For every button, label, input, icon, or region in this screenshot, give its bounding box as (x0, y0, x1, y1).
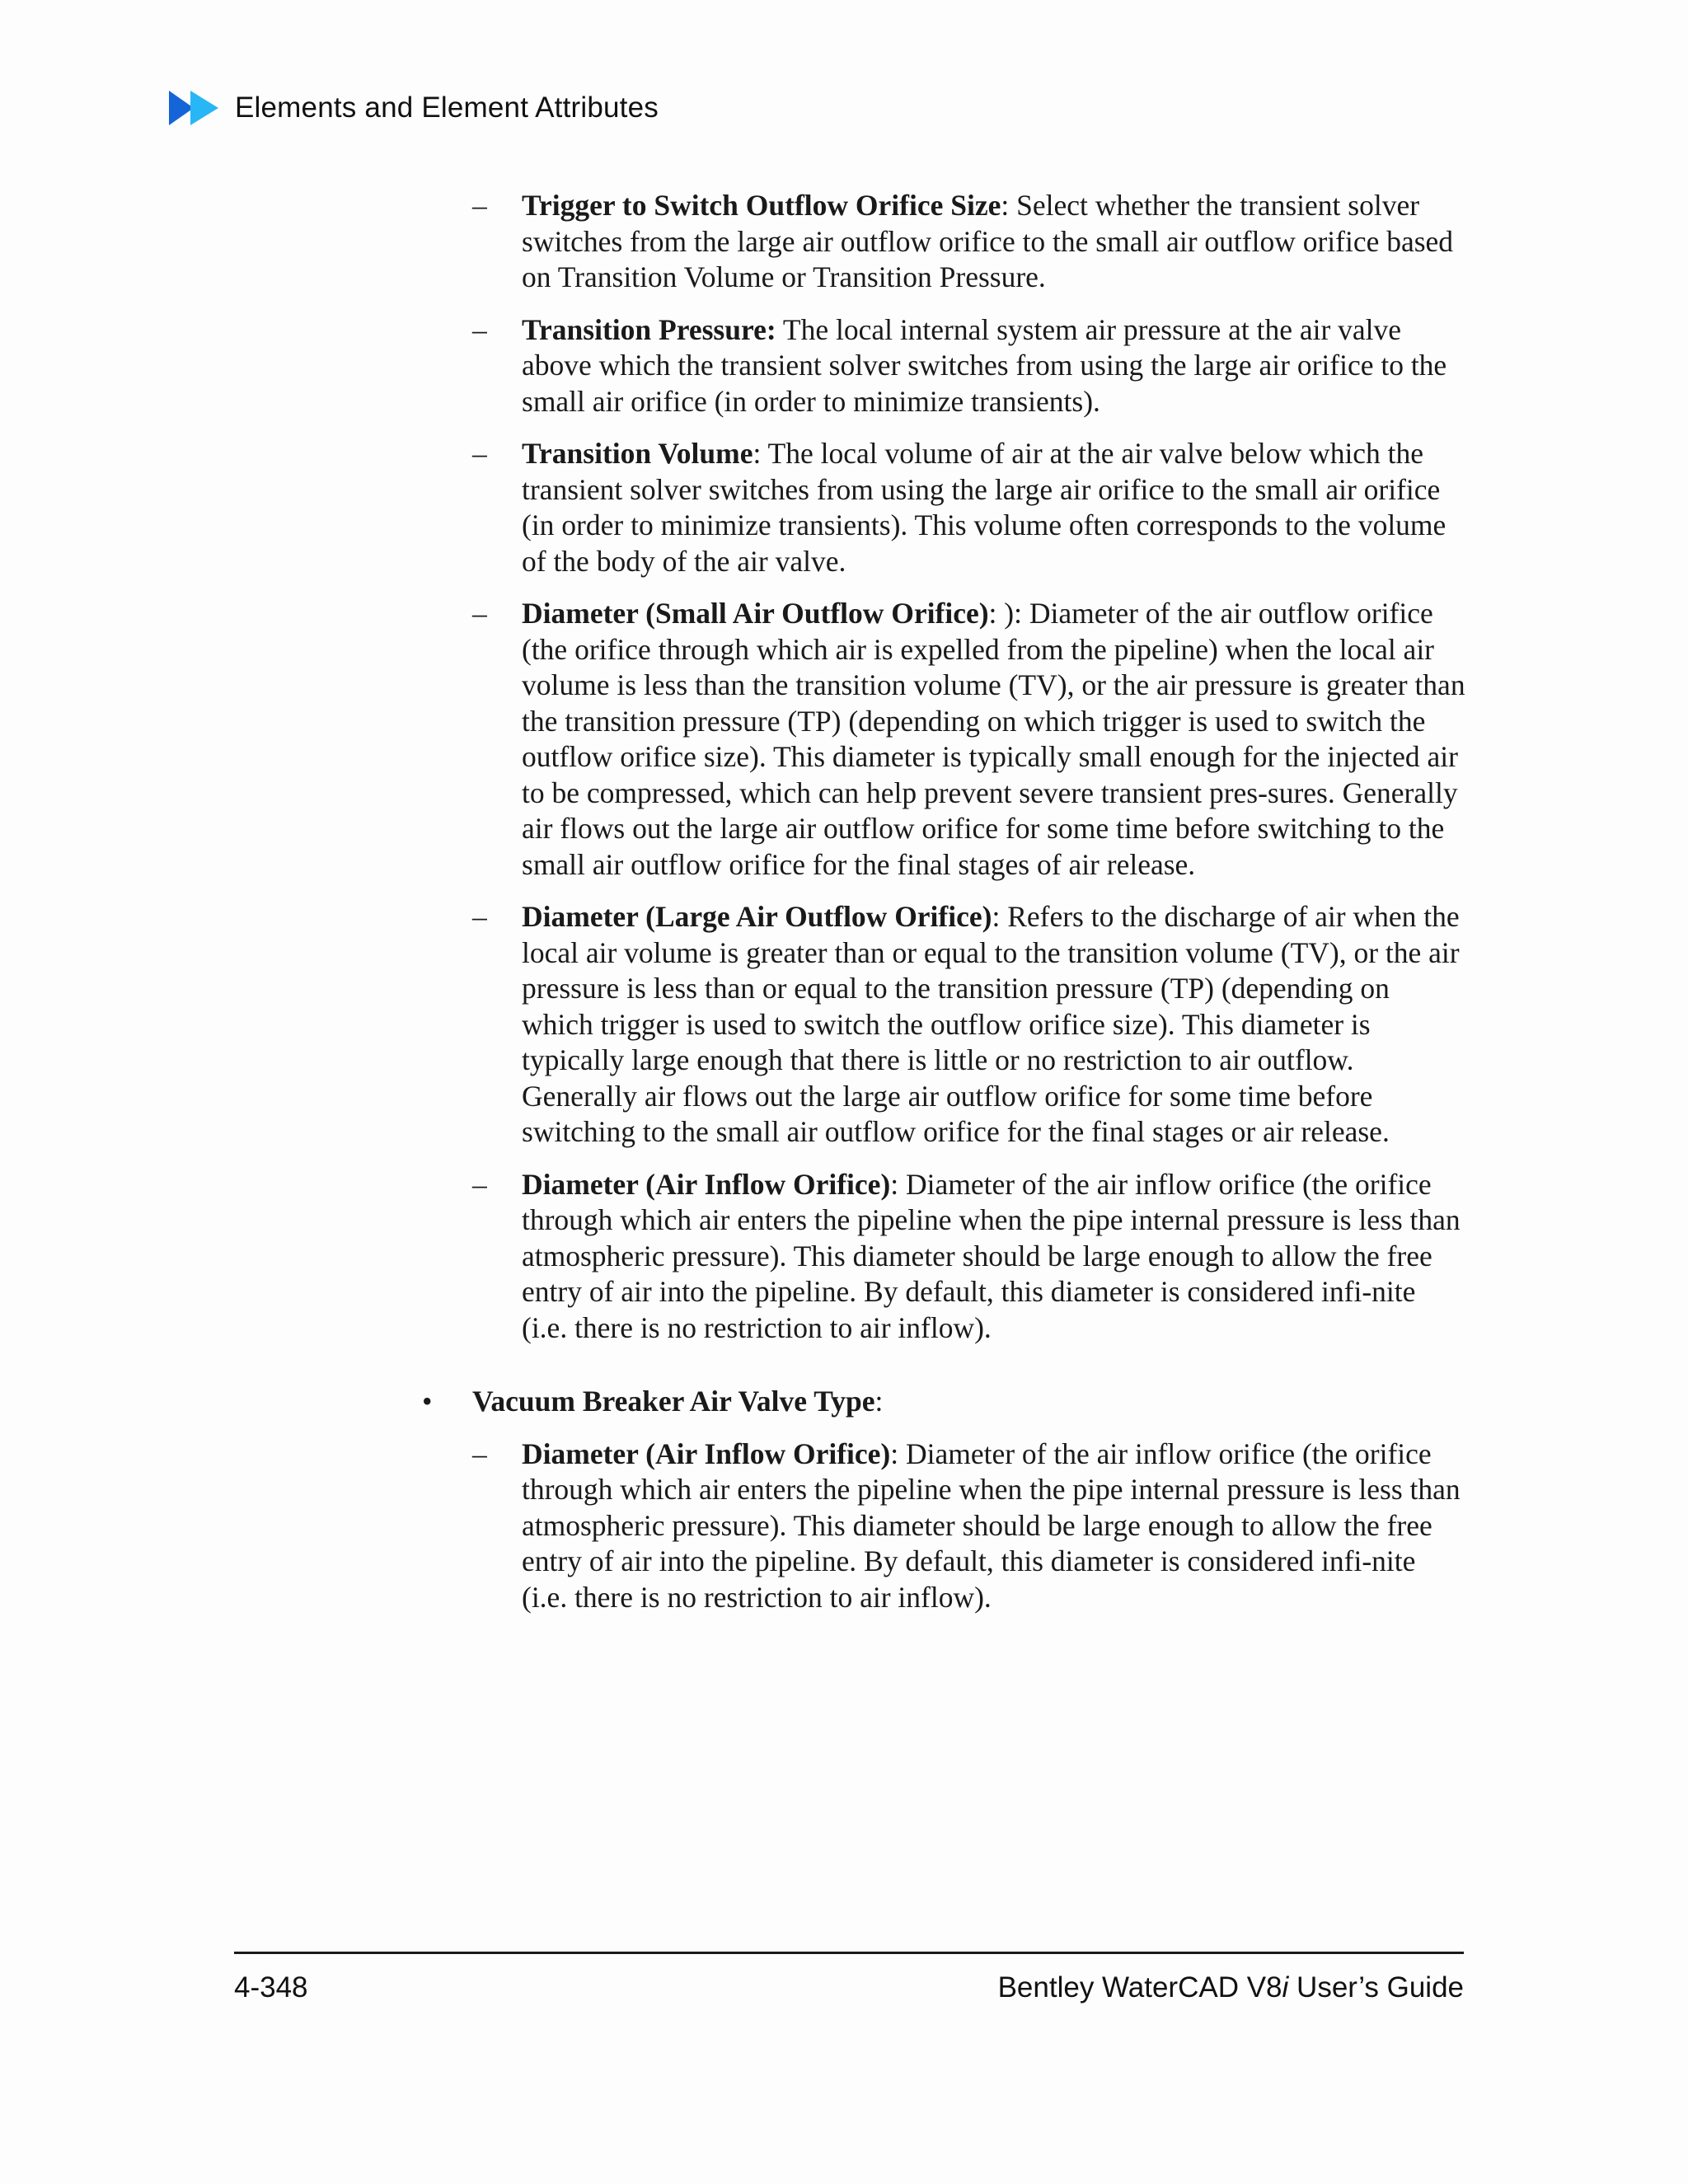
description: Diameter of the air inflow orifice (the orifice through which air enters the pipeline when the pipe internal pressure is less than atmospheric pressure). This diameter should be large enough to allow the free entry of air into the pipeline. By default, this diameter is considered infi-nite (i.e. there is no restriction to air inflow). (522, 1436, 1461, 1614)
term-separator: : (890, 1167, 899, 1201)
document-body (420, 188, 1467, 1632)
guide-title-suffix: User’s Guide (1288, 1971, 1464, 2004)
dash-marker: – (472, 312, 487, 346)
term-separator: : (753, 437, 762, 470)
description: Select whether the transient solver switches from the large air outflow orifice to the small air outflow orifice based on Transition Volume or Transition Pressure. (522, 189, 1454, 293)
term-separator: : (988, 597, 997, 630)
list-item (420, 188, 1467, 296)
bullet-item (420, 1384, 1467, 1420)
bullet-marker: • (422, 1385, 433, 1418)
dash-marker: – (472, 1167, 487, 1201)
page-footer (234, 1971, 1464, 2004)
term: Trigger to Switch Outflow Orifice Size (522, 189, 1001, 222)
bullet-term: Vacuum Breaker Air Valve Type (472, 1385, 875, 1418)
term: Diameter (Large Air Outflow Orifice) (522, 900, 992, 933)
term: Diameter (Air Inflow Orifice) (522, 1167, 891, 1201)
double-chevron-logo-icon (169, 91, 220, 125)
header-title: Elements and Element Attributes (235, 91, 659, 124)
dash-marker: – (472, 900, 487, 933)
term-separator: : (890, 1436, 899, 1470)
term-separator: : (992, 900, 1001, 933)
term: Transition Pressure: (522, 312, 776, 346)
page-header (169, 87, 659, 129)
list-item (420, 1167, 1467, 1347)
term: Diameter (Small Air Outflow Orifice) (522, 597, 989, 630)
guide-title-prefix: Bentley WaterCAD V8 (997, 1971, 1282, 2004)
list-item (420, 436, 1467, 579)
term: Transition Volume (522, 437, 753, 470)
description: ): Diameter of the air outflow orifice (the orifice through which air is expelled from the pipeline) when the local air volume is less than the transition volume (TV), or the air pressure is greater than the transition pressure (TP) (depending on which trigger is used to switch the outflow orifice size). This diameter is typically small enough for the injected air to be compressed, which can help prevent severe transient pres-sures. Generally air flows out the large air outflow orifice for some time before switching to the small air outflow orifice for the final stages of air release. (522, 597, 1465, 881)
list-item (420, 596, 1467, 883)
footer-divider (234, 1952, 1464, 1954)
list-item (420, 1436, 1467, 1616)
dash-marker: – (472, 1436, 487, 1470)
description: The local volume of air at the air valve below which the transient solver switches from using the large air orifice to the small air orifice (in order to minimize transients). This volume often corresponds to the volume of the body of the air valve. (522, 437, 1447, 578)
term: Diameter (Air Inflow Orifice) (522, 1436, 891, 1470)
description: Refers to the discharge of air when the local air volume is greater than or equal to the transition volume (TV), or the air pressure is less than or equal to the transition pressure (TP) (depending on which trigger is used to switch the outflow orifice size). This diameter is typically large enough that there is little or no restriction to air outflow. Generally air flows out the large air outflow orifice for some time before switching to the small air outflow orifice for the final stages or air release. (522, 900, 1460, 1148)
list-item (420, 899, 1467, 1151)
guide-title-italic: i (1282, 1971, 1289, 2004)
dash-marker: – (472, 437, 487, 470)
description: Diameter of the air inflow orifice (the orifice through which air enters the pipeline when the pipe internal pressure is less than atmospheric pressure). This diameter should be large enough to allow the free entry of air into the pipeline. By default, this diameter is considered infi-nite (i.e. there is no restriction to air inflow). (522, 1167, 1461, 1344)
page-number: 4-348 (234, 1971, 308, 2004)
dash-marker: – (472, 597, 487, 630)
dash-marker: – (472, 189, 487, 222)
term-separator: : (874, 1385, 884, 1418)
list-item (420, 312, 1467, 420)
description: The local internal system air pressure at the air valve above which the transient solver switches from using the large air orifice to the small air orifice (in order to minimize transients). (522, 312, 1447, 418)
guide-title (998, 1971, 1464, 2004)
term-separator: : (1001, 189, 1010, 222)
